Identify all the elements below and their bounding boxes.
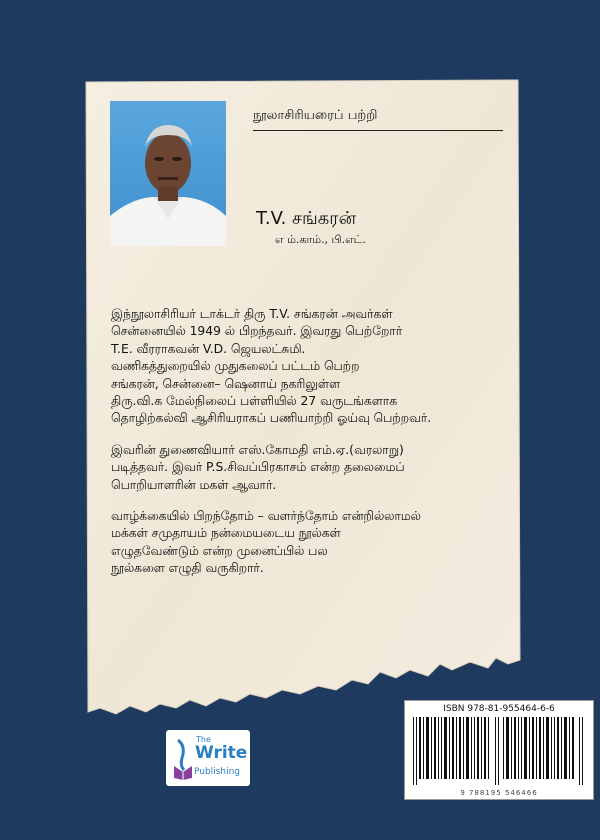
bio-line: பொறியாளரின் மகள் ஆவார். [111, 477, 277, 492]
author-biography [111, 306, 511, 592]
publisher-write: Write [195, 743, 248, 763]
barcode-digits: 9 788195 546466 [460, 789, 538, 797]
bio-line: சங்கரன், சென்னை– ஷெனாய் நகரிலுள்ள [111, 376, 341, 391]
bio-paragraph-1 [111, 306, 511, 428]
bio-line: சென்னையில் 1949 ல் பிறந்தவர். இவரது பெற்றோர் [111, 324, 403, 339]
bio-line: நூல்களை எழுதி வருகிறார். [111, 561, 264, 576]
bio-line: வணிகத்துறையில் முதுகலைப் பட்டம் பெற்ற [111, 359, 360, 374]
bio-line: மக்கள் சமுதாயம் நன்மையடைய நூல்கள் [111, 526, 341, 541]
bio-line: எழுதவேண்டும் என்ற முனைப்பில் பல [111, 543, 328, 558]
author-degrees: எ ம்.காம்., பி.எட். [275, 233, 366, 246]
barcode-bars [411, 717, 587, 785]
bio-line: படித்தவர். இவர் P.S.சிவப்பிரகாசம் என்ற தலைமைப் [111, 460, 405, 475]
bio-line: T.E. வீரராகவன் V.D. ஜெயலட்சுமி. [111, 341, 306, 356]
publisher-publishing: Publishing [194, 767, 240, 777]
bio-line: இவரின் துணைவியார் எஸ்.கோமதி எம்.ஏ.(வரலாறு) [111, 442, 404, 457]
bio-paragraph-3 [111, 508, 511, 578]
bio-line: தொழிற்கல்வி ஆசிரியராகப் பணியாற்றி ஓய்வு பெற்றவர். [111, 411, 432, 426]
publisher-logo [166, 730, 250, 786]
book-pen-icon [172, 736, 194, 780]
isbn-barcode [404, 700, 594, 800]
bio-line: வாழ்க்கையில் பிறந்தோம் – வளர்ந்தோம் என்றில்லாமல் [111, 509, 421, 524]
about-author-heading: நூலாசிரியரைப் பற்றி [253, 108, 503, 131]
bio-line: இந்நூலாசிரியர் டாக்டர் திரு T.V. சங்கரன் அவர்கள் [111, 307, 393, 321]
author-name: T.V. சங்கரன் [256, 208, 357, 229]
bio-paragraph-2 [111, 442, 511, 494]
author-photo [110, 101, 226, 246]
bio-line: திரு.வி.க மேல்நிலைப் பள்ளியில் 27 வருடங்களாக [111, 394, 398, 409]
isbn-label: ISBN 978-81-955464-6-6 [443, 704, 555, 714]
publisher-the: The [196, 735, 211, 744]
